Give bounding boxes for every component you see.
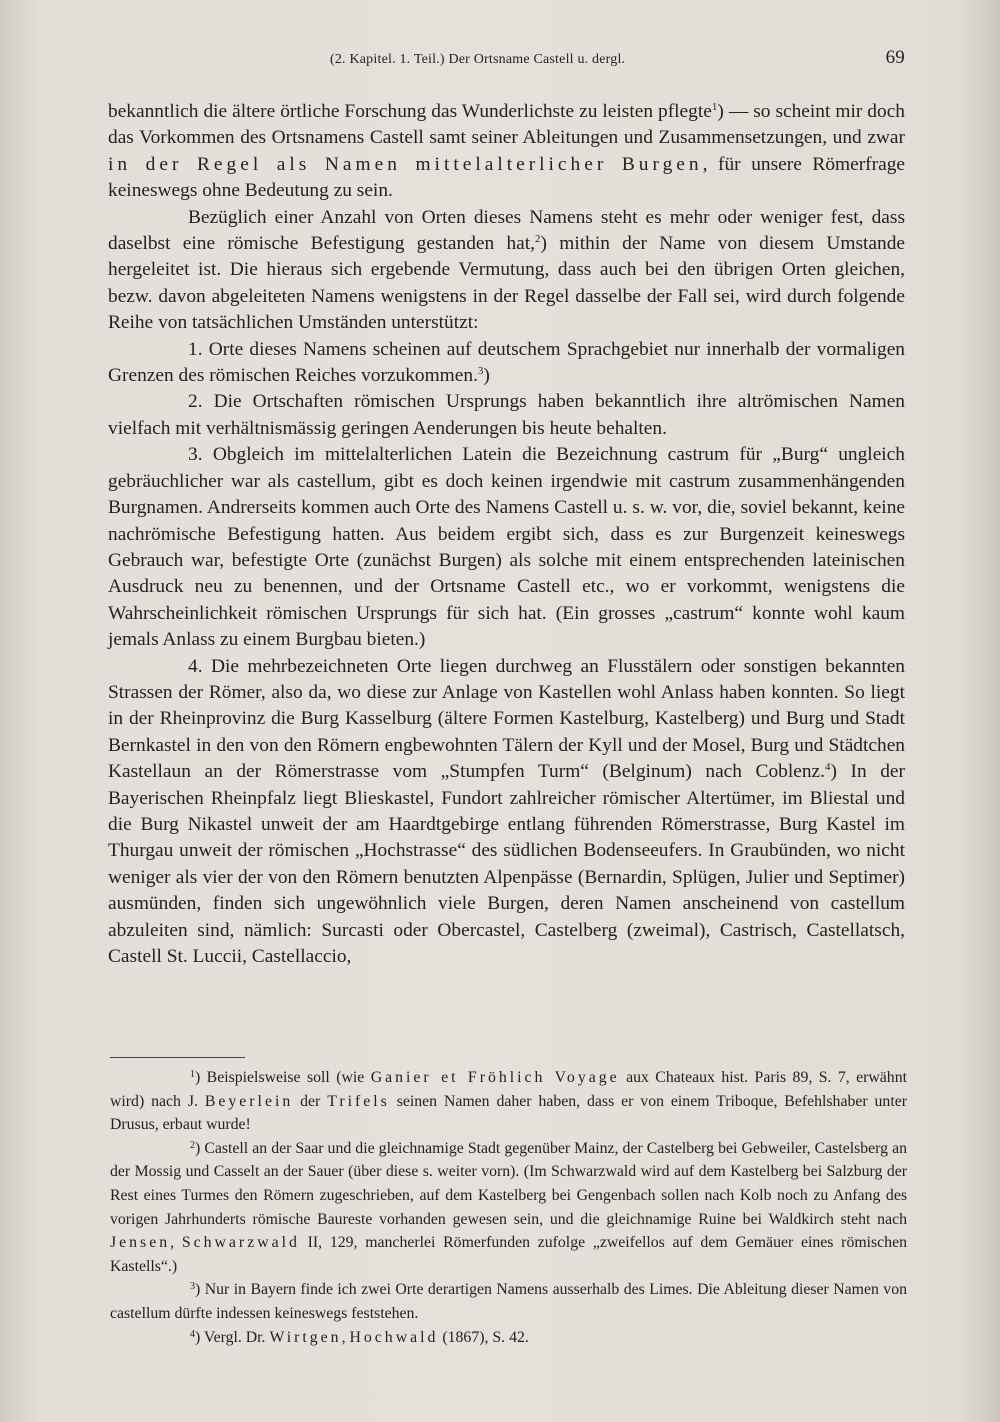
point-2: 2. Die Ortschaften römischen Ursprungs haben bekanntlich ihre altrömischen Namen vielfach mit verhältnismässig geringen Aenderungen bis heute behalten.	[108, 391, 905, 439]
text-run: , für unsere Römerfrage keineswegs ohne Bedeutung zu sein.	[108, 153, 905, 202]
text-run: )	[483, 365, 490, 387]
point-3: 3. Obgleich im mittelalterlichen Latein die Bezeichnung castrum für „Burg“ ungleich gebräuchlicher war als castellum, gibt es doch keinen irgendwie mit castrum zusammenhängenden Burgnamen. Andrerseits kommen auch Orte des Namens Castell u. s. w. vor, die, soviel bekannt, keine nachrömische Befestigung hatten. Aus beidem ergibt sich, dass es zur Burgenzeit keineswegs Gebrauch war, befestigte Orte (zunächst Burgen) als solche mit einem entsprechenden lateinischen Ausdruck neu zu benennen, und der Ortsname Castell etc., wo er vorkommt, wenigstens die Wahrscheinlichkeit römischen Ursprungs für sich hat. (Ein grosses „castrum“ konnte wohl kaum jemals Anlass zu einem Burgbau bieten.)	[108, 444, 905, 651]
main-text	[108, 99, 905, 970]
text-run: ,	[341, 1328, 350, 1346]
text-run: 1. Orte dieses Namens scheinen auf deutschem Sprachgebiet nur innerhalb der vormaligen Grenzen des römischen Reiches vorzukommen.	[108, 338, 905, 387]
spaced-emphasis: Jensen	[110, 1234, 171, 1252]
text-run: der	[293, 1092, 328, 1110]
spaced-emphasis: in der Regel als Namen mittelalterlicher Burgen	[108, 153, 703, 175]
footnote-ref-4: 4	[825, 761, 831, 774]
text-run: ) — so scheint mir doch das Vorkommen des Ortsnamens Castell samt seiner Ableitungen und Zusammensetzungen, und zwar	[108, 101, 906, 149]
paragraph-2	[108, 205, 905, 337]
text-run: seinen Namen daher haben, dass er von einem Triboque, Befehlshaber unter Drusus, erbaut wurde!	[110, 1092, 907, 1134]
footnote-rule	[110, 1057, 245, 1058]
footnote-mark: 4	[190, 1328, 195, 1340]
footnote-2	[110, 1137, 907, 1279]
footnote-mark: 3	[190, 1281, 195, 1293]
spaced-emphasis: Beyerlein	[204, 1092, 294, 1110]
spaced-emphasis: Hochwald	[349, 1328, 439, 1346]
footnote-1	[110, 1066, 907, 1137]
spaced-emphasis: Trifels	[327, 1092, 390, 1110]
spaced-emphasis: Wirtgen	[269, 1328, 342, 1346]
text-run: 4. Die mehrbezeichneten Orte liegen durchweg an Flusstälern oder sonstigen bekannten Strassen der Römer, also da, wo diese zur Anlage von Kastellen wohl Anlass haben konnten. So liegt in der Rheinprovinz die Burg Kasselburg (ältere Formen Kastelburg, Kastelberg) und Burg und Stadt Bernkastel in den von den Römern engbewohnten Tälern der Kyll und der Mosel, Burg und Städtchen Kastellaun an der Römerstrasse vom „Stumpfen Turm“ (Belginum) nach Coblenz.	[108, 655, 905, 783]
page-number: 69	[885, 47, 905, 68]
footnotes	[110, 1066, 907, 1349]
point-1	[108, 337, 905, 390]
point-4	[108, 654, 905, 971]
footnote-ref-3: 3	[477, 365, 484, 378]
text-run: Bezüglich einer Anzahl von Orten dieses Namens steht es mehr oder weniger fest, dass daselbst eine römische Befestigung gestanden hat,	[108, 206, 905, 255]
footnote-ref-1: 1	[711, 101, 718, 113]
footnote-4	[110, 1326, 907, 1350]
paragraph-1	[108, 99, 905, 205]
running-head: (2. Kapitel. 1. Teil.) Der Ortsname Castell u. dergl.	[330, 52, 626, 67]
spaced-emphasis: Ganier et Fröhlich Voyage	[370, 1069, 620, 1086]
text-run: aux Chateaux hist. Paris 89, S. 7, erwähnt wird) nach J.	[110, 1069, 907, 1110]
spaced-emphasis: Schwarzwald	[181, 1234, 300, 1252]
text-run: ) Castell an der Saar und die gleichnamige Stadt gegenüber Mainz, der Castelberg bei Gebweiler, Castelsberg an der Mossig und Casselt an der Sauer (über diese s. weiter vorn). (Im Schwarzwald wird auf dem Kastelberg bei Salzburg der Rest eines Turmes den Römern zugeschrieben, auf dem Kastelberg bei Gengenbach sollen nach Kolb noch zu Anfang des vorigen Jahrhunderts römische Baureste vorhanden gewesen sein, und die gleichnamige Ruine bei Waldkirch steht nach	[110, 1139, 907, 1228]
text-run: ) Nur in Bayern finde ich zwei Orte derartigen Namens ausserhalb des Limes. Die Ableitung dieser Namen von castellum dürfte indessen keineswegs feststehen.	[110, 1281, 907, 1322]
text-run: ) Beispielsweise soll (wie	[195, 1069, 371, 1086]
text-run: bekanntlich die ältere örtliche Forschung das Wunderlichste zu leisten pflegte	[108, 101, 712, 122]
footnote-ref-2: 2	[535, 233, 541, 246]
text-run: (1867), S. 42.	[438, 1328, 529, 1346]
text-run: ,	[170, 1234, 182, 1252]
text-run: ) Vergl. Dr.	[195, 1328, 270, 1346]
text-run: ) In der Bayerischen Rheinpfalz liegt Blieskastel, Fundort zahlreicher römischer Altertümer, im Bliestal und die Burg Nikastel unweit der am Haardtgebirge entlang führenden Römerstrasse, Burg Kastel im Thurgau unweit der römischen „Hochstrasse“ des südlichen Bodenseeufers. In Graubünden, wo nicht weniger als vier der von den Römern benutzten Alpenpässe (Bernardin, Splügen, Julier und Septimer) ausmünden, finden sich ungewöhnlich viele Burgen, deren Namen anscheinend von castellum abzuleiten sind, nämlich: Surcasti oder Obercastel, Castelberg (zweimal), Castrisch, Castellatsch, Castell St. Luccii, Castellaccio,	[108, 761, 905, 967]
footnote-mark: 2	[190, 1139, 195, 1151]
text-run: II, 129, mancherlei Römerfunden zufolge „zweifellos auf dem Gemäuer eines römischen Kastells“.)	[110, 1234, 907, 1275]
text-run: ) mithin der Name von diesem Umstande hergeleitet ist. Die hieraus sich ergebende Vermutung, dass auch bei den übrigen Orten gleichen, bezw. davon abgeleiteten Namens wenigstens in der Regel dasselbe der Fall sei, wird durch folgende Reihe von tatsächlichen Umständen unterstützt:	[108, 233, 906, 334]
footnote-mark: 1	[190, 1069, 195, 1080]
footnote-3	[110, 1278, 907, 1325]
